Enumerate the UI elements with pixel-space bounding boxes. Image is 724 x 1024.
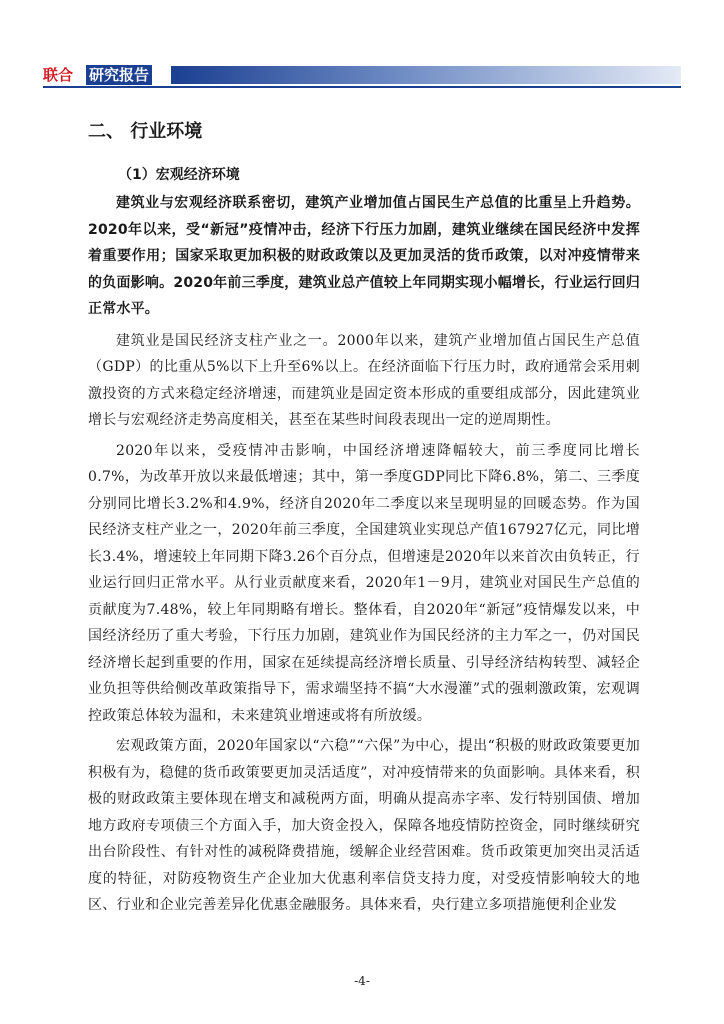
brand-report-label: 研究报告 (86, 65, 152, 85)
paragraph-2: 2020年以来，受疫情冲击影响，中国经济增速降幅较大，前三季度同比增长0.7%，为改革开放以来最低增速；其中，第一季度GDP同比下降6.8%，第二、三季度分别同比增长3.2%和4.9%，经济自2020年二季度以来呈现明显的回暖态势。作为国民经济支柱产业之一，2020年前三季度，全国建筑业实现总产值167927亿元，同比增长3.4%，增速较上年同期下降3.26个百分点，但增速是2020年以来首次由负转正，行业运行回归正常水平。从行业贡献度来看，2020年1－9月，建筑业对国民生产总值的贡献度为7.48%，较上年同期略有增长。整体看，自2020年“新冠”疫情爆发以来，中国经济经历了重大考验，下行压力加剧，建筑业作为国民经济的主力军之一，仍对国民经济增长起到重要的作用，国家在延续提高经济增长质量、引导经济结构转型、减轻企业负担等供给侧改革政策指导下，需求端坚持不搞“大水漫灌”式的强刺激政策，宏观调控政策总体较为温和，未来建筑业增速或将有所放缓。 (88, 442, 640, 724)
body-content (88, 190, 640, 923)
lead-paragraph: 建筑业与宏观经济联系密切，建筑产业增加值占国民生产总值的比重呈上升趋势。2020年以来，受“新冠”疫情冲击，经济下行压力加剧，建筑业继续在国民经济中发挥着重要作用；国家采取更加积极的财政政策以及更加灵活的货币政策，以对冲疫情带来的负面影响。2020年前三季度，建筑业总产值较上年同期实现小幅增长，行业运行回归正常水平。 (88, 195, 640, 317)
subsection-title: （1）宏观经济环境 (118, 167, 240, 183)
report-header (43, 64, 681, 86)
header-gradient-bar (171, 66, 681, 84)
page-number: -4- (354, 974, 370, 988)
brand-name-red: 联合 (43, 66, 74, 84)
header-divider (43, 86, 681, 88)
paragraph-1: 建筑业是国民经济支柱产业之一。2000年以来，建筑产业增加值占国民生产总值（GDP）的比重从5%以下上升至6%以上。在经济面临下行压力时，政府通常会采用刺激投资的方式来稳定经济增速，而建筑业是固定资本形成的重要组成部分，因此建筑业增长与宏观经济走势高度相关，甚至在某些时间段表现出一定的逆周期性。 (88, 332, 640, 428)
section-title: 二、 行业环境 (88, 121, 203, 142)
paragraph-3: 宏观政策方面，2020年国家以“六稳”“六保”为中心，提出“积极的财政政策要更加积极有为，稳健的货币政策要更加灵活适度”，对冲疫情带来的负面影响。具体来看，积极的财政政策主要体现在增支和减税两方面，明确从提高赤字率、发行特别国债、增加地方政府专项债三个方面入手，加大资金投入，保障各地疫情防控资金，同时继续研究出台阶段性、有针对性的减税降费措施，缓解企业经营困难。货币政策更加突出灵活适度的特征，对防疫物资生产企业加大优惠利率信贷支持力度，对受疫情影响较大的地区、行业和企业完善差异化优惠金融服务。具体来看，央行建立多项措施便利企业发 (88, 738, 640, 913)
